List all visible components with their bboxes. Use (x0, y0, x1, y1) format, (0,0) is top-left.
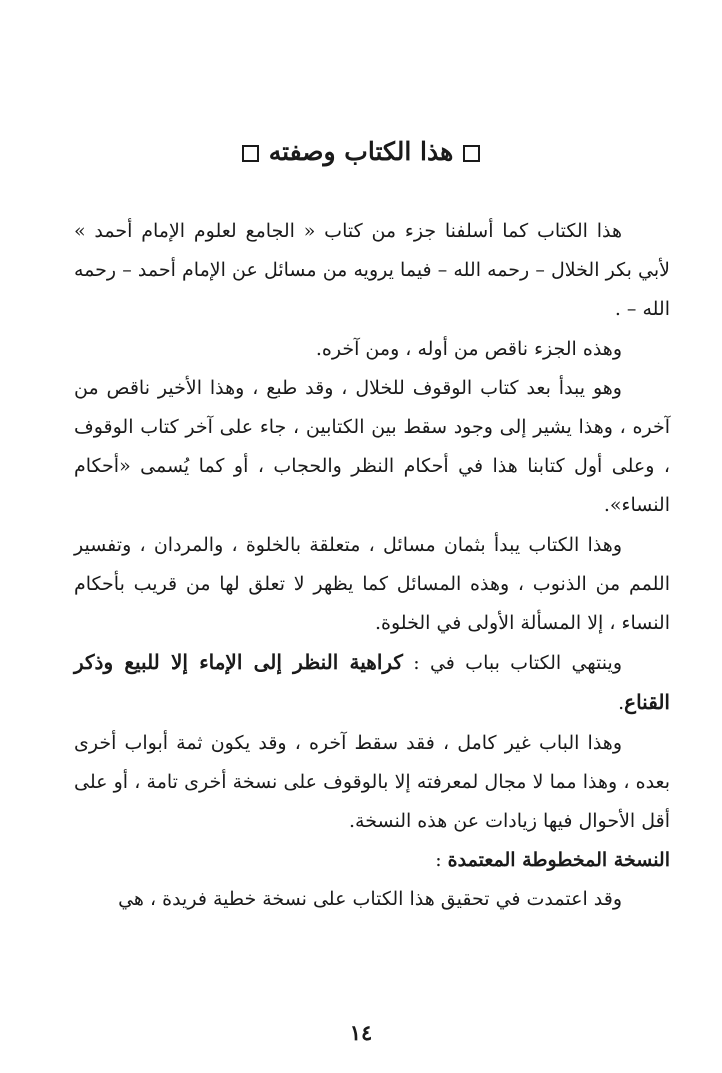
body-text (74, 212, 670, 920)
paragraph-ends-suffix: . (618, 692, 625, 715)
paragraph-intro: هذا الكتاب كما أسلفنا جزء من كتاب « الجامع لعلوم الإمام أحمد » لأبي بكر الخلال – رحمه الله – فيما يرويه من مسائل عن الإمام أحمد – رحمه الله – . (74, 220, 670, 321)
paragraph-incomplete: وهذه الجزء ناقص من أوله ، ومن آخره. (315, 337, 622, 360)
subheading-manuscript-colon: : (435, 849, 448, 872)
paragraph-manuscript: وقد اعتمدت في تحقيق هذا الكتاب على نسخة خطية فريدة ، هي (118, 888, 622, 911)
section-heading (0, 132, 722, 172)
section-heading-title: هذا الكتاب وصفته (268, 137, 454, 166)
square-bullet-icon (242, 145, 259, 162)
page-number: ١٤ (349, 1020, 373, 1045)
paragraph-ends (74, 643, 670, 723)
paragraph-eight-issues: وهذا الكتاب يبدأ بثمان مسائل ، متعلقة بالخلوة ، والمردان ، وتفسير اللمم من الذنوب ، وهذه المسائل كما يظهر لا تعلق لها من قريب بأحكام النساء ، إلا المسألة الأولى في الخلوة. (74, 533, 670, 635)
paragraph-ends-prefix: وينتهي الكتاب بباب في : (413, 652, 622, 675)
subheading-manuscript (74, 841, 670, 880)
chapter-title-emphasis: كراهية النظر إلى الإماء إلا للبيع وذكر القناع (74, 650, 670, 715)
square-bullet-icon (463, 145, 480, 162)
subheading-manuscript-title: النسخة المخطوطة المعتمدة (447, 849, 670, 872)
paragraph-chapter-incomplete: وهذا الباب غير كامل ، فقد سقط آخره ، وقد يكون ثمة أبواب أخرى بعده ، وهذا مما لا مجال لمعرفته إلا بالوقوف على نسخة أخرى تامة ، أو على أقل الأحوال فيها زيادات عن هذه النسخة. (74, 731, 670, 833)
paragraph-begins: وهو يبدأ بعد كتاب الوقوف للخلال ، وقد طبع ، وهذا الأخير ناقص من آخره ، وهذا يشير إلى وجود سقط بين الكتابين ، جاء على آخر كتاب الوقوف ، وعلى أول كتابنا هذا في أحكام النظر والحجاب ، أو كما يُسمى «أحكام النساء». (74, 376, 670, 517)
